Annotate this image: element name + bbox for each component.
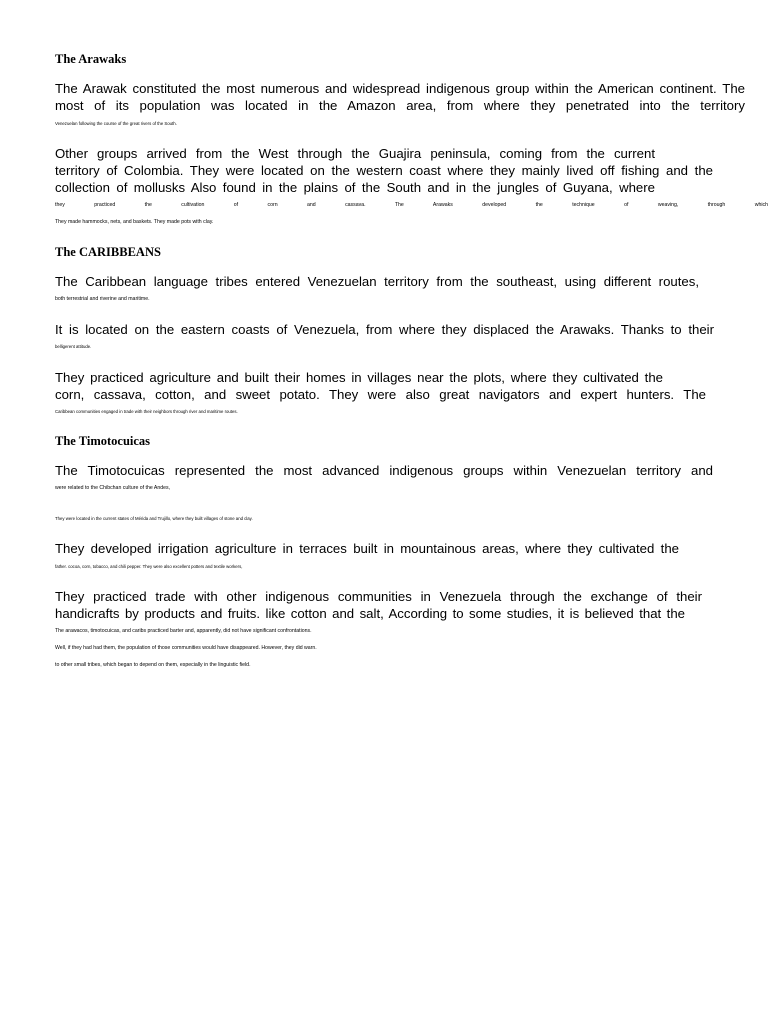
paragraph-arawaks-2 (55, 145, 768, 231)
section-heading-arawaks: The Arawaks (55, 52, 127, 66)
paragraph-timotocuicas-3 (55, 540, 768, 575)
text-line: The Arawak constituted the most numerous and widespread indigenous group within the American continent. The (55, 81, 745, 96)
paragraph-timotocuicas-1 (55, 462, 768, 497)
text-line: Well, if they had had them, the population of those communities would have disappeared. However, they did warn. (55, 644, 317, 651)
text-line: they practiced the cultivation of corn and cassava. The Arawaks developed the technique of weaving, through which (55, 201, 768, 208)
text-line: They made hammocks, nets, and baskets. They made pots with clay. (55, 219, 214, 226)
text-line: The Caribbean language tribes entered Venezuelan territory from the southeast, using different routes, (55, 274, 699, 290)
section-heading-caribbeans: The CARIBBEANS (55, 245, 161, 260)
paragraph-timotocuicas-2 (55, 510, 768, 527)
paragraph-arawaks-1 (55, 80, 768, 132)
text-line: father. cocoa, corn, tobacco, and chili pepper. They were also excellent potters and textile workers, (55, 563, 243, 569)
text-line: corn, cassava, cotton, and sweet potato. They were also great navigators and expert hunters. The (55, 386, 706, 402)
paragraph-timotocuicas-4 (55, 588, 768, 674)
text-line: belligerent attitude. (55, 344, 92, 350)
text-line: The Timotocuicas represented the most advanced indigenous groups within Venezuelan territory and (55, 463, 713, 479)
paragraph-caribbeans-1 (55, 273, 768, 308)
text-line: Caribbean communities engaged in trade with their neighbors through river and maritime routes. (55, 409, 238, 415)
text-line: collection of mollusks Also found in the plains of the South and in the jungles of Guyana, where (55, 180, 655, 196)
text-line: Other groups arrived from the West through the Guajira peninsula, coming from the current (55, 145, 655, 161)
text-line: The arawacos, timotocuicas, and caribs practiced barter and, apparently, did not have significant confrontations. (55, 627, 312, 634)
text-line: They practiced trade with other indigenous communities in Venezuela through the exchange of their (55, 588, 702, 604)
text-line: Venezuelan following the course of the great rivers of the South. (55, 120, 177, 126)
text-line: most of its population was located in the Amazon area, from where they penetrated into the territory (55, 98, 745, 114)
text-line: They practiced agriculture and built their homes in villages near the plots, where they cultivated the (55, 369, 663, 385)
text-line: both terrestrial and riverine and maritime. (55, 295, 150, 302)
document-page (55, 50, 768, 674)
text-line: territory of Colombia. They were located on the western coast where they mainly lived off fishing and the (55, 163, 713, 179)
paragraph-caribbeans-3 (55, 369, 768, 421)
section-heading-timotocuicas: The Timotocuicas (55, 434, 151, 449)
text-line: They developed irrigation agriculture in terraces built in mountainous areas, where they cultivated the (55, 541, 679, 557)
text-line: It is located on the eastern coasts of Venezuela, from where they displaced the Arawaks. Thanks to their (55, 321, 714, 337)
text-line: They were located in the current states of Mérida and Trujillo, where they built villages of stone and clay. (55, 516, 253, 522)
text-line: handicrafts by products and fruits. like cotton and salt, According to some studies, it is believed that the (55, 606, 685, 622)
text-line: were related to the Chibchan culture of the Andes, (55, 484, 171, 491)
paragraph-caribbeans-2 (55, 321, 768, 356)
text-line: to other small tribes, which began to depend on them, especially in the linguistic field. (55, 662, 251, 669)
